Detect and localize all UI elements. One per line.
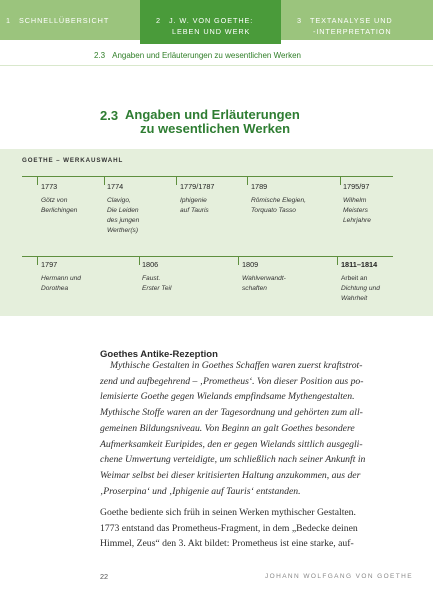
tab-textanalyse[interactable]	[281, 0, 433, 40]
breadcrumb-number: 2.3	[94, 51, 106, 60]
page-title	[125, 108, 300, 136]
timeline-tick	[139, 256, 140, 265]
timeline-work	[41, 274, 81, 294]
timeline-tick	[37, 176, 38, 185]
timeline-tick	[340, 176, 341, 185]
timeline-tick	[37, 256, 38, 265]
timeline-work	[251, 196, 306, 216]
title-line: Angaben und Erläuterungen	[125, 107, 300, 122]
works-timeline	[0, 149, 433, 316]
tab-number: 3	[297, 16, 302, 25]
text-line: 1773 entstand das Prometheus-Fragment, in dem „Bedecke deinen	[100, 522, 358, 534]
body-paragraph	[100, 505, 396, 552]
text-line: Weimar selbst bei dieser kritisierten Haltung anzukommen, aus der	[100, 469, 361, 481]
work-line: auf Tauris	[180, 207, 209, 214]
work-line: Arbeit an	[341, 275, 368, 282]
italic-quote-paragraph	[100, 358, 396, 499]
tab-label-line2: LEBEN UND WERK	[172, 27, 251, 36]
tab-schnelluebersicht[interactable]	[0, 0, 140, 40]
timeline-work	[180, 196, 209, 216]
tab-leben-und-werk[interactable]	[140, 0, 281, 44]
work-line: Faust.	[142, 275, 161, 282]
text-line: ‚Proserpina‘ und ‚Iphigenie auf Tauris‘ entstanden.	[100, 485, 301, 497]
tab-number: 1	[6, 16, 11, 25]
work-line: Römische Elegien,	[251, 197, 306, 204]
timeline-work	[242, 274, 286, 294]
work-line: Hermann und	[41, 275, 81, 282]
subsection-heading: Goethes Antike-Rezeption	[100, 349, 218, 360]
work-line: Lehrjahre	[343, 217, 371, 224]
text-line: Mythische Stoffe waren an der Tagesordnung und gehörten zum all-	[100, 407, 363, 419]
timeline-year: 1809	[242, 260, 259, 269]
tab-number: 2	[156, 16, 161, 25]
work-line: Die Leiden	[107, 207, 139, 214]
timeline-year: 1779/1787	[180, 182, 215, 191]
timeline-tick	[238, 256, 239, 265]
text-line: gemeinen Bildungsniveau. Von Beginn an galt Goethes besondere	[100, 422, 355, 434]
timeline-work	[343, 196, 371, 226]
work-line: Götz von	[41, 197, 68, 204]
timeline-work	[41, 196, 77, 216]
work-line: Torquato Tasso	[251, 207, 296, 214]
tab-label-line2: -INTERPRETATION	[313, 27, 392, 36]
section-number: 2.3	[100, 108, 119, 123]
timeline-label: GOETHE – WERKAUSWAHL	[22, 157, 124, 164]
timeline-work	[107, 196, 139, 236]
text-line: Aufmerksamkeit Euripides, den er gegen Wielands sittlich ausgegli-	[100, 438, 363, 450]
timeline-year: 1811–1814	[341, 260, 378, 269]
timeline-work	[341, 274, 380, 304]
text-line: Mythische Gestalten in Goethes Schaffen waren zuerst kraftstrot-	[110, 360, 363, 371]
tab-label: J. W. VON GOETHE:	[168, 16, 254, 25]
work-line: Wahlverwandt-	[242, 275, 286, 282]
timeline-work	[142, 274, 171, 294]
work-line: Erster Teil	[142, 285, 172, 292]
breadcrumb	[94, 51, 301, 60]
work-line: Dichtung und	[341, 285, 380, 292]
work-line: Meisters	[343, 207, 368, 214]
tab-label: TEXTANALYSE UND	[309, 16, 393, 25]
text-line: Himmel, Zeus“ den 3. Akt bildet: Prometheus ist eine starke, auf-	[100, 538, 354, 550]
work-line: Werther(s)	[107, 227, 139, 234]
timeline-line	[22, 176, 393, 177]
work-line: des jungen	[107, 217, 140, 224]
title-line: zu wesentlichen Werken	[140, 121, 291, 136]
timeline-year: 1789	[251, 182, 268, 191]
work-line: Dorothea	[41, 285, 69, 292]
timeline-tick	[104, 176, 105, 185]
running-footer-author: JOHANN WOLFGANG VON GOETHE	[265, 573, 413, 580]
work-line: Iphigenie	[180, 197, 207, 204]
work-line: Berlichingen	[41, 207, 78, 214]
work-line: Wahrheit	[341, 295, 368, 302]
timeline-tick	[247, 176, 248, 185]
breadcrumb-text: Angaben und Erläuterungen zu wesentlichen Werken	[112, 51, 301, 60]
page-number: 22	[100, 572, 109, 581]
text-line: chene Umwertung verteidigte, um schließlich nach seiner Ankunft in	[100, 454, 366, 466]
chapter-tabs	[0, 0, 433, 40]
text-line: zend und aufbegehrend – ‚Prometheus‘. Von dieser Position aus po-	[100, 375, 364, 387]
timeline-year: 1773	[41, 182, 58, 191]
timeline-tick	[337, 256, 338, 265]
timeline-year: 1795/97	[343, 182, 370, 191]
work-line: schaften	[242, 285, 267, 292]
tab-label: SCHNELLÜBERSICHT	[18, 16, 110, 25]
text-line: Goethe bediente sich früh in seinen Werken mythischer Gestalten.	[100, 507, 356, 518]
text-line: lemisierte Goethe gegen Wielands empfindsame Mythengestalten.	[100, 391, 355, 403]
header-divider	[0, 65, 433, 66]
work-line: Clavigo,	[107, 197, 131, 204]
timeline-tick	[176, 176, 177, 185]
timeline-year: 1806	[142, 260, 159, 269]
timeline-year: 1797	[41, 260, 58, 269]
work-line: Wilhelm	[343, 197, 367, 204]
timeline-year: 1774	[107, 182, 124, 191]
